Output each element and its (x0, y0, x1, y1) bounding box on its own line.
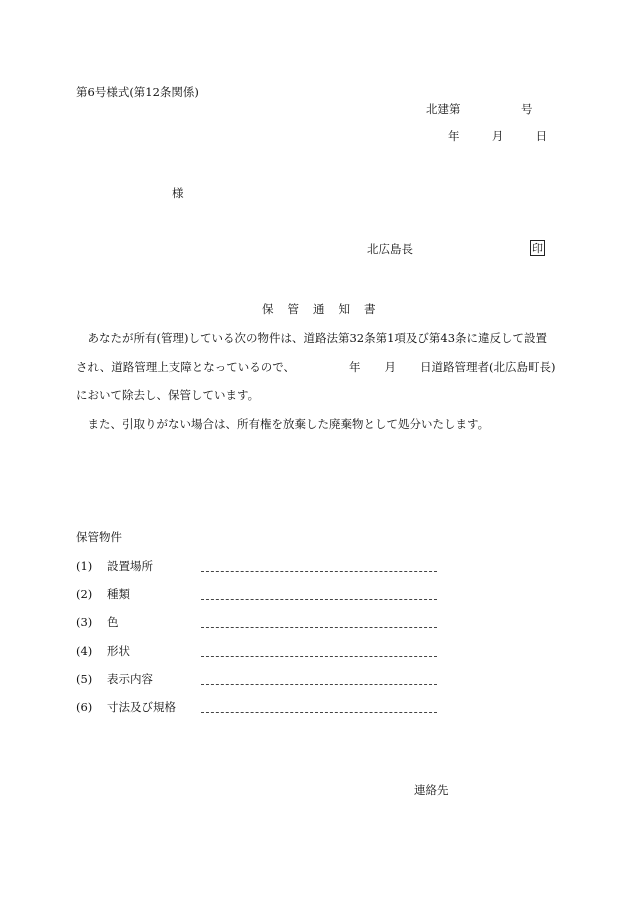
item-label: 形状 (107, 644, 130, 658)
item-fill-line (201, 684, 437, 685)
item-number: (5) (76, 672, 93, 686)
item-fill-line (201, 656, 437, 657)
title-char: 通 (313, 302, 325, 316)
item-label: 色 (107, 615, 119, 629)
item-label: 設置場所 (107, 559, 153, 573)
title-char: 管 (287, 302, 299, 316)
issue-date (448, 131, 547, 143)
body-line-1: あなたが所有(管理)している次の物件は、道路法第32条第1項及び第43条に違反して設置 (76, 331, 548, 345)
item-label: 寸法及び規格 (107, 700, 176, 714)
seal-mark: 印 (532, 242, 543, 255)
title-char: 知 (338, 302, 350, 316)
date-day-label: 日 (535, 129, 548, 143)
item-number: (6) (76, 700, 93, 714)
item-fill-line (201, 599, 437, 600)
item-number: (2) (76, 587, 93, 601)
body-line-4: また、引取りがない場合は、所有権を放棄した廃棄物として処分いたします。 (76, 417, 490, 431)
item-fill-line (201, 712, 437, 713)
item-label: 種類 (107, 587, 130, 601)
sender-name: 北広島長 (367, 242, 413, 256)
contact-label: 連絡先 (414, 783, 449, 797)
item-label: 表示内容 (107, 672, 153, 686)
document-title (262, 304, 390, 316)
body-line-2-tail: 日道路管理者(北広島町長) (419, 360, 556, 374)
date-year-label: 年 (448, 129, 460, 143)
items-heading: 保管物件 (76, 530, 122, 544)
document-number-suffix: 号 (521, 102, 533, 116)
body-line-2-month: 月 (384, 360, 396, 374)
item-fill-line (201, 627, 437, 628)
date-month-label: 月 (491, 129, 504, 143)
body-line-2-year: 年 (348, 360, 361, 374)
body-line-3: において除去し、保管しています。 (76, 388, 260, 402)
title-char: 保 (262, 302, 274, 316)
body-line-2 (76, 362, 555, 374)
body-line-2-text: され、道路管理上支障となっているので、 (76, 360, 295, 374)
item-fill-line (201, 571, 437, 572)
item-number: (1) (76, 559, 93, 573)
item-number: (3) (76, 615, 93, 629)
title-char: 書 (364, 302, 376, 316)
item-number: (4) (76, 644, 93, 658)
addressee-honorific: 様 (172, 186, 184, 200)
form-number: 第6号様式(第12条関係) (76, 85, 199, 99)
document-number-prefix: 北建第 (426, 102, 461, 116)
